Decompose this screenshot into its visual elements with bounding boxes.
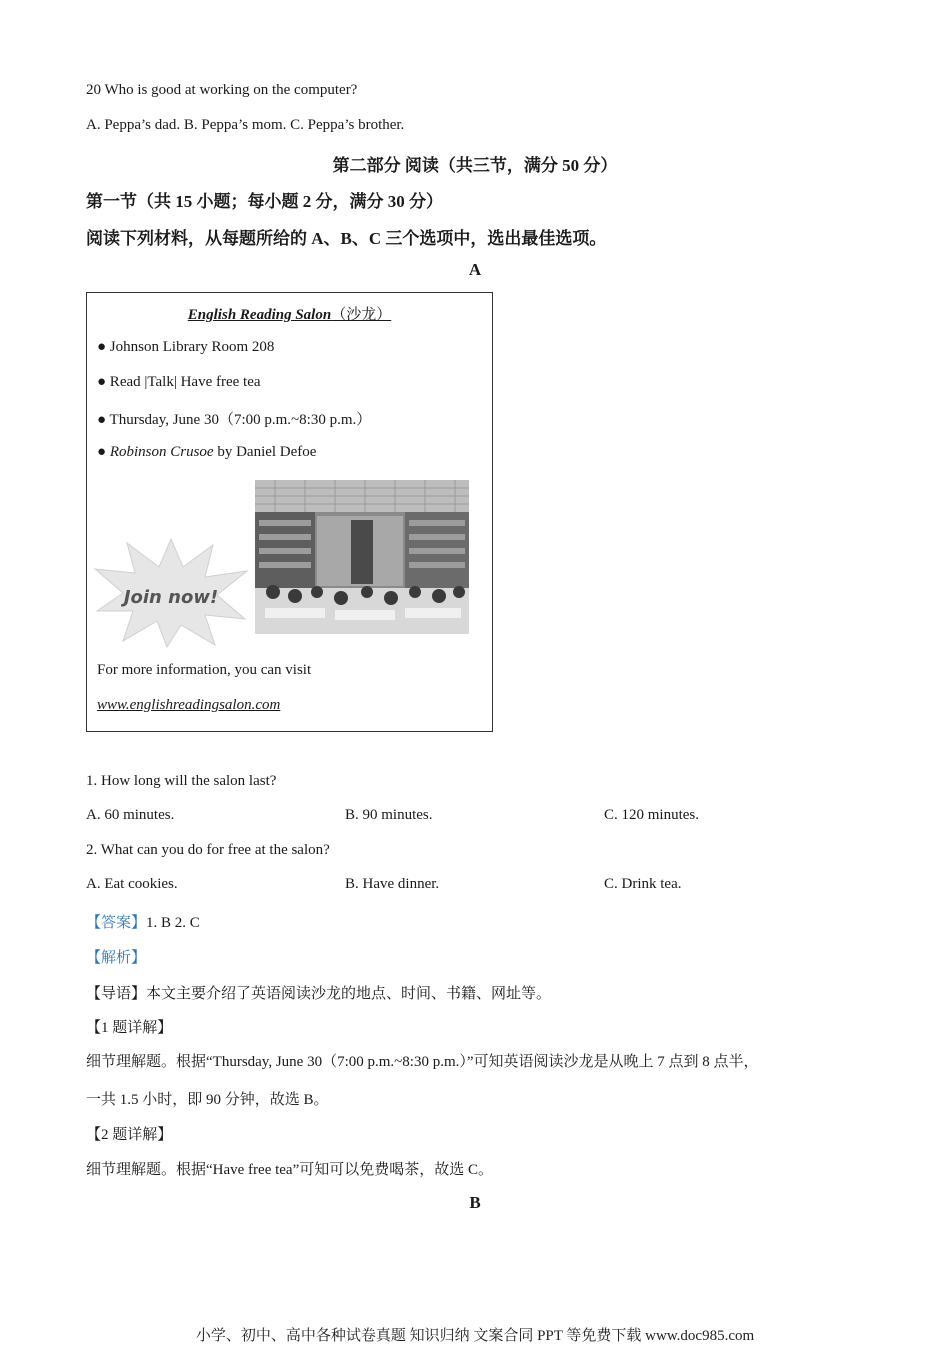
notice-time: ● Thursday, June 30（7:00 p.m.~8:30 p.m.） xyxy=(97,412,372,428)
answer-line xyxy=(86,911,200,932)
q1-detail-line2: 一共 1.5 小时，即 90 分钟，故选 B。 xyxy=(86,1092,329,1108)
q2-option-a: A. Eat cookies. xyxy=(86,876,178,892)
notice-info: For more information, you can visit xyxy=(97,662,312,678)
q1-detail-line1: 细节理解题。根据“Thursday, June 30（7:00 p.m.~8:30 p.m.）”可知英语阅读沙龙是从晚上 7 点到 8 点半， xyxy=(86,1054,759,1070)
join-now-burst xyxy=(93,537,249,649)
join-now-text: Join now! xyxy=(123,587,219,608)
q1-option-a: A. 60 minutes. xyxy=(86,807,175,823)
answer-text: 1. B 2. C xyxy=(146,915,200,931)
q2-detail-label: 【2 题详解】 xyxy=(86,1127,173,1143)
analysis-label: 【解析】 xyxy=(86,950,147,966)
notice-activities: ● Read |Talk| Have free tea xyxy=(97,374,261,390)
page-footer: 小学、初中、高中各种试卷真题 知识归纳 文案合同 PPT 等免费下载 www.doc985.com xyxy=(195,1328,755,1344)
notice-location: ● Johnson Library Room 208 xyxy=(97,339,275,355)
q20-question: 20 Who is good at working on the computer? xyxy=(86,82,358,98)
notice-url[interactable]: www.englishreadingsalon.com xyxy=(97,697,281,713)
section-subtitle: 第一节（共 15 小题；每小题 2 分，满分 30 分） xyxy=(86,192,443,211)
q2-option-b: B. Have dinner. xyxy=(345,876,440,892)
q1-option-b: B. 90 minutes. xyxy=(345,807,433,823)
notice-title: English Reading Salon（沙龙） xyxy=(187,307,392,323)
q2-detail-line: 细节理解题。根据“Have free tea”可知可以免费喝茶，故选 C。 xyxy=(86,1162,494,1178)
intro-line: 【导语】本文主要介绍了英语阅读沙龙的地点、时间、书籍、网址等。 xyxy=(86,986,552,1002)
question-1-stem: 1. How long will the salon last? xyxy=(86,773,277,789)
q2-option-c: C. Drink tea. xyxy=(604,876,682,892)
q1-detail-label: 【1 题详解】 xyxy=(86,1020,173,1036)
salon-notice xyxy=(86,292,493,732)
answer-label: 【答案】 xyxy=(86,915,147,931)
notice-book: ● Robinson Crusoe by Daniel Defoe xyxy=(97,444,317,460)
library-photo xyxy=(255,480,469,634)
q1-option-c: C. 120 minutes. xyxy=(604,807,700,823)
question-2-stem: 2. What can you do for free at the salon? xyxy=(86,842,330,858)
book-title: Robinson Crusoe xyxy=(109,444,214,460)
part-title: 第二部分 阅读（共三节，满分 50 分） xyxy=(332,156,618,175)
q20-options: A. Peppa’s dad. B. Peppa’s mom. C. Peppa’s brother. xyxy=(86,117,405,133)
passage-label-a: A xyxy=(468,260,482,279)
passage-label-b: B xyxy=(469,1193,481,1212)
instruction: 阅读下列材料，从每题所给的 A、B、C 三个选项中，选出最佳选项。 xyxy=(86,229,607,248)
